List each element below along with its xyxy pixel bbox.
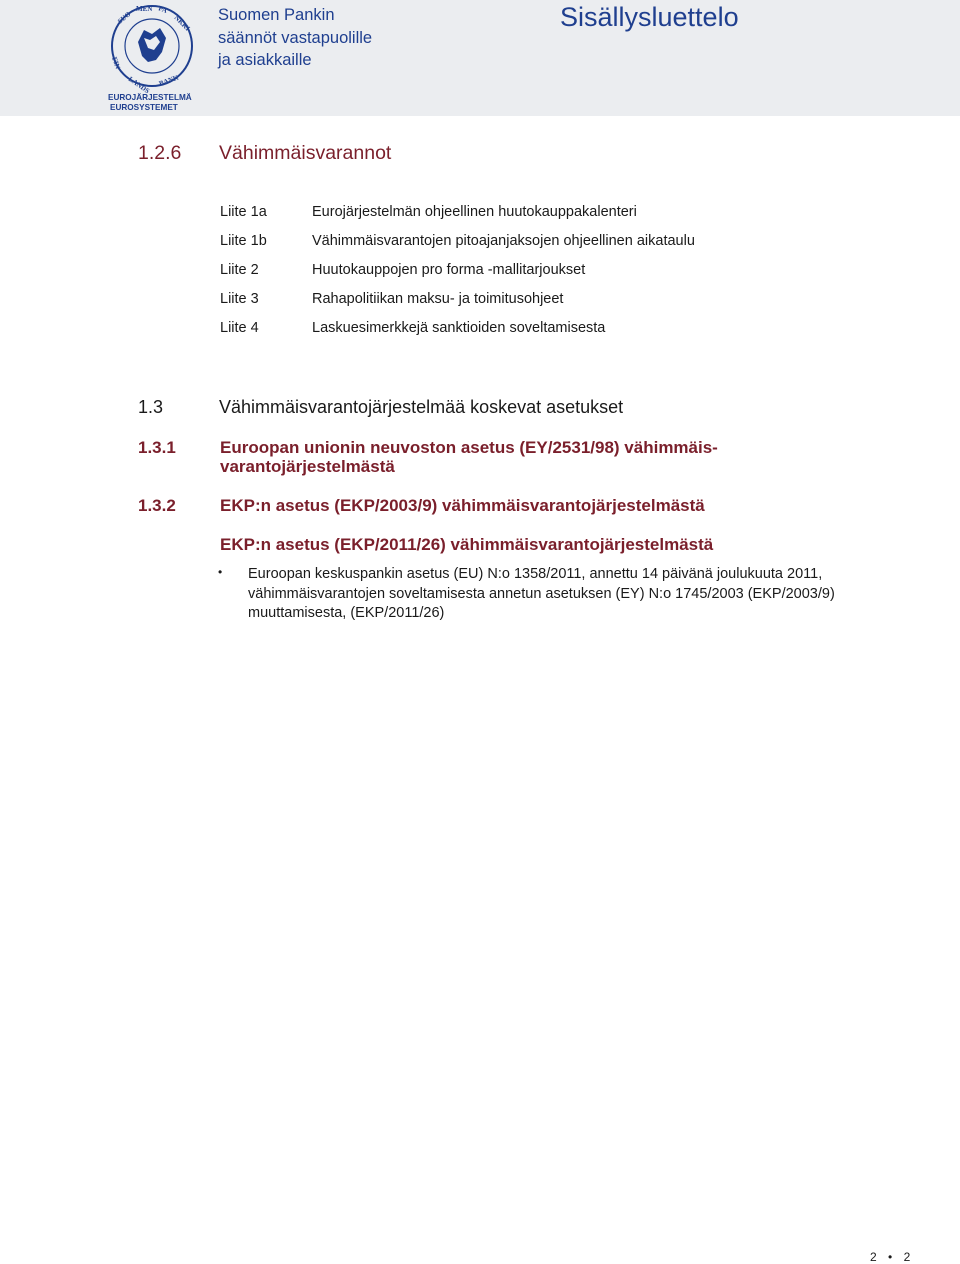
bank-logo (106, 2, 202, 114)
appendix-title[interactable]: Rahapolitiikan maksu- ja toimitusohjeet (312, 291, 564, 307)
page-footer (870, 1250, 910, 1264)
appendix-id: Liite 3 (220, 291, 259, 307)
section-title: EKP:n asetus (EKP/2003/9) vähimmäisvarantojärjestelmästä (220, 496, 705, 515)
page-number: 2 (870, 1250, 877, 1264)
appendix-id: Liite 2 (220, 262, 259, 278)
page-title: Sisällysluettelo (560, 2, 739, 32)
page-number: 2 (903, 1250, 911, 1264)
svg-text:BANK: BANK (157, 73, 180, 88)
appendix-title[interactable]: Vähimmäisvarantojen pitoajanjaksojen ohjeellinen aikataulu (312, 233, 695, 249)
footer-separator: • (888, 1250, 893, 1264)
section-number: 1.3.2 (138, 496, 176, 515)
svg-text:NKKI: NKKI (172, 13, 192, 33)
section-title: Vähimmäisvarannot (219, 142, 392, 164)
section-number: 1.3.1 (138, 438, 176, 457)
appendix-title[interactable]: Huutokauppojen pro forma -mallitarjoukset (312, 262, 586, 278)
svg-text:MEN: MEN (136, 5, 153, 13)
section-title-line: Euroopan unionin neuvoston asetus (EY/2531/98) vähimmäis- (220, 438, 718, 457)
appendix-title[interactable]: Eurojärjestelmän ohjeellinen huutokauppakalenteri (312, 204, 637, 220)
section-title: Vähimmäisvarantojärjestelmää koskevat asetukset (219, 397, 624, 417)
appendix-id: Liite 4 (220, 320, 259, 336)
bullet-text: Euroopan keskuspankin asetus (EU) N:o 1358/2011, annettu 14 päivänä joulukuuta 2011, vähimmäisvarantojen soveltamisesta annetun asetuksen (EY) N:o 1745/2003 (EKP/2003/9) muuttamisesta, (EKP/2011/26) (248, 566, 835, 621)
section-title-line: varantojärjestelmästä (220, 457, 395, 476)
svg-text:LANDS: LANDS (126, 75, 151, 96)
section-number: 1.3 (138, 397, 164, 417)
header-subtitle-line: ja asiakkaille (218, 51, 312, 69)
appendix-title[interactable]: Laskuesimerkkejä sanktioiden soveltamisesta (312, 320, 606, 336)
header-subtitle-line: Suomen Pankin (218, 6, 335, 24)
svg-text:PA: PA (157, 4, 169, 15)
svg-text:FIN: FIN (110, 55, 122, 71)
svg-text:EUROJÄRJESTELMÄ: EUROJÄRJESTELMÄ (108, 93, 192, 102)
section-number: 1.2.6 (138, 142, 182, 164)
section-title (220, 438, 718, 476)
appendix-id: Liite 1b (220, 233, 267, 249)
svg-text:EUROSYSTEMET: EUROSYSTEMET (110, 103, 178, 112)
bullet-point: • (218, 565, 223, 579)
appendix-id: Liite 1a (220, 204, 267, 220)
page-header (0, 0, 960, 116)
section-1-3-2-subheading: EKP:n asetus (EKP/2011/26) vähimmäisvarantojärjestelmästä (220, 535, 714, 554)
header-subtitle (218, 4, 372, 72)
header-subtitle-line: säännöt vastapuolille (218, 28, 373, 47)
svg-text:SUO: SUO (116, 10, 133, 26)
